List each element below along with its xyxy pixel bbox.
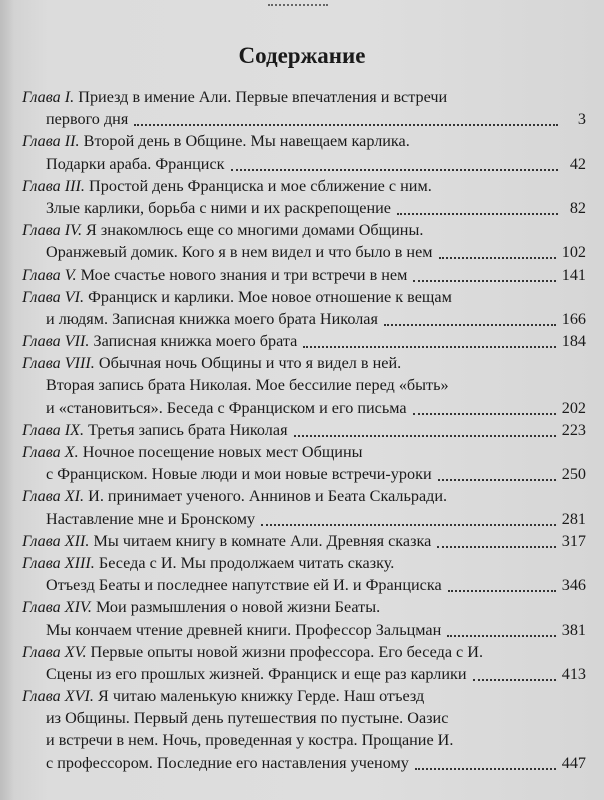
table-of-contents <box>22 86 586 774</box>
chapter-label: Глава X. <box>22 443 79 461</box>
chapter-title-text: Сцены из его прошлых жизней. Франциск и еще раз карлики <box>46 664 467 683</box>
page-number: 202 <box>561 398 586 417</box>
toc-line <box>22 508 586 530</box>
chapter-title-text: и людям. Записная книжка моего брата Николая <box>46 309 378 328</box>
dot-leader <box>413 407 556 415</box>
toc-line <box>22 441 586 463</box>
chapter-title-text: Наставление мне и Бронскому <box>46 509 256 528</box>
chapter-title-text: и встречи в нем. Ночь, проведенная у костра. Прощание И. <box>46 731 454 750</box>
chapter-title-text: Ночное посещение новых мест Общины <box>82 443 363 461</box>
toc-line <box>22 552 586 574</box>
page-number: 166 <box>561 309 586 328</box>
dot-leader <box>384 318 556 326</box>
toc-entry[interactable] <box>22 264 586 286</box>
page-number: 82 <box>569 198 586 217</box>
dot-leader <box>439 251 556 259</box>
toc-entry[interactable] <box>22 441 586 485</box>
dot-leader <box>447 629 555 637</box>
top-ornament <box>268 4 328 9</box>
page-number: 141 <box>561 265 586 284</box>
toc-line <box>22 308 586 330</box>
page-number: 223 <box>561 420 586 439</box>
chapter-title-text: Злые карлики, борьба с ними и их раскрепощение <box>46 198 391 217</box>
chapter-title-text: Третья запись брата Николая <box>88 420 288 439</box>
dot-leader <box>415 762 556 770</box>
chapter-title-text: И. принимает ученого. Аннинов и Беата Скальради. <box>88 487 448 506</box>
chapter-title-text: Мы читаем книгу в комнате Али. Древняя сказка <box>93 531 432 550</box>
toc-line <box>22 574 586 596</box>
chapter-label: Глава V. <box>22 265 77 284</box>
dot-leader <box>261 518 556 526</box>
chapter-title-text: Подарки араба. Франциск <box>46 154 225 173</box>
toc-entry[interactable] <box>22 419 586 441</box>
toc-line <box>22 197 586 219</box>
chapter-label: Глава XIV. <box>22 598 92 617</box>
toc-entry[interactable] <box>22 596 586 640</box>
dot-leader <box>438 473 556 481</box>
chapter-title-text: Вторая запись брата Николая. Мое бессилие перед «быть» <box>46 376 449 395</box>
toc-line <box>22 419 586 441</box>
chapter-title-text: Обычная ночь Общины и что я видел в ней. <box>98 354 402 373</box>
dot-leader <box>134 118 558 126</box>
chapter-title-text: Простой день Франциска и мое сближение с ним. <box>89 176 432 195</box>
toc-line <box>22 596 586 618</box>
chapter-title-text: Отъезд Беаты и последнее напутствие ей И. и Франциска <box>46 576 442 595</box>
page-number: 3 <box>577 110 586 129</box>
toc-line <box>22 108 586 130</box>
toc-entry[interactable] <box>22 175 586 219</box>
chapter-label: Глава XII. <box>22 531 90 550</box>
toc-entry[interactable] <box>22 86 586 130</box>
toc-entry[interactable] <box>22 552 586 596</box>
page-number: 250 <box>561 465 586 484</box>
chapter-label: Глава III. <box>22 176 85 195</box>
toc-entry[interactable] <box>22 130 586 174</box>
toc-line <box>22 130 586 152</box>
toc-entry[interactable] <box>22 485 586 529</box>
toc-entry[interactable] <box>22 352 586 419</box>
chapter-label: Глава I. <box>22 88 75 106</box>
page-number: 381 <box>561 620 586 639</box>
chapter-title-text: Записная книжка моего брата <box>93 332 298 351</box>
page-number: 413 <box>561 664 586 683</box>
toc-line <box>22 397 586 419</box>
toc-line <box>22 286 586 308</box>
toc-entry[interactable] <box>22 330 586 352</box>
page-title: Содержание <box>238 43 366 69</box>
chapter-label: Глава II. <box>22 132 80 151</box>
toc-line <box>22 352 586 374</box>
chapter-title-text: Франциск и карлики. Мое новое отношение к вещам <box>88 287 452 306</box>
chapter-title-text: Я читаю маленькую книжку Герде. Наш отъезд <box>98 687 425 706</box>
dot-leader <box>448 584 556 592</box>
toc-line <box>22 219 586 241</box>
dot-leader <box>303 340 555 348</box>
dot-leader <box>437 540 555 548</box>
toc-line <box>22 707 586 729</box>
toc-line <box>22 264 586 286</box>
page-number: 281 <box>561 509 586 528</box>
toc-line <box>22 641 586 663</box>
toc-line <box>22 374 586 396</box>
toc-entry[interactable] <box>22 641 586 685</box>
chapter-label: Глава IX. <box>22 420 85 439</box>
chapter-title-text: Первые опыты новой жизни профессора. Его беседа с И. <box>90 642 484 661</box>
toc-line <box>22 485 586 507</box>
page-number: 317 <box>561 531 586 550</box>
chapter-title-text: Второй день в Общине. Мы навещаем карлика. <box>83 132 410 151</box>
toc-entry[interactable] <box>22 286 586 330</box>
chapter-title-text: первого дня <box>46 110 129 129</box>
chapter-label: Глава XV. <box>22 642 87 661</box>
toc-line <box>22 530 586 552</box>
chapter-title-text: с Франциском. Новые люди и мои новые встречи-уроки <box>46 465 432 484</box>
toc-line <box>22 86 586 108</box>
chapter-title-text: Я знакомлюсь еще со многими домами Общины. <box>86 221 424 240</box>
toc-line <box>22 752 586 774</box>
chapter-label: Глава VII. <box>22 332 90 351</box>
chapter-title-text: Приезд в имение Али. Первые впечатления и встречи <box>78 88 448 106</box>
chapter-label: Глава XI. <box>22 487 85 506</box>
chapter-title-text: с профессором. Последние его наставления ученому <box>46 753 409 772</box>
chapter-title-text: Мы кончаем чтение древней книги. Профессор Зальцман <box>46 620 442 639</box>
toc-line <box>22 241 586 263</box>
toc-line <box>22 729 586 751</box>
chapter-title-text: Оранжевый домик. Кого я в нем видел и что было в нем <box>46 243 433 262</box>
toc-line <box>22 663 586 685</box>
chapter-title-text: Мои размышления о новой жизни Беаты. <box>95 598 381 617</box>
dot-leader <box>413 274 555 282</box>
toc-line <box>22 619 586 641</box>
chapter-label: Глава IV. <box>22 221 82 240</box>
toc-entry[interactable] <box>22 530 586 552</box>
chapter-title-text: и «становиться». Беседа с Франциском и его письма <box>46 398 407 417</box>
page-edge-shadow <box>0 0 14 800</box>
page-number: 42 <box>569 154 586 173</box>
dot-leader <box>397 207 558 215</box>
chapter-label: Глава XVI. <box>22 687 94 706</box>
chapter-title-text: Мое счастье нового знания и три встречи в нем <box>80 265 408 284</box>
toc-line <box>22 330 586 352</box>
toc-line <box>22 175 586 197</box>
toc-line <box>22 153 586 175</box>
toc-line <box>22 685 586 707</box>
chapter-label: Глава XIII. <box>22 553 95 572</box>
page-number: 184 <box>561 332 586 351</box>
toc-entry[interactable] <box>22 685 586 774</box>
page-number: 102 <box>561 243 586 262</box>
chapter-title-text: из Общины. Первый день путешествия по пустыне. Оазис <box>46 709 449 728</box>
dot-leader <box>294 429 556 437</box>
dot-leader <box>231 163 559 171</box>
dot-leader <box>473 673 556 681</box>
page-number: 447 <box>561 753 586 772</box>
page-number: 346 <box>561 576 586 595</box>
chapter-title-text: Беседа с И. Мы продолжаем читать сказку. <box>98 553 395 572</box>
chapter-label: Глава VI. <box>22 287 85 306</box>
toc-line <box>22 463 586 485</box>
toc-entry[interactable] <box>22 219 586 263</box>
chapter-label: Глава VIII. <box>22 354 95 373</box>
